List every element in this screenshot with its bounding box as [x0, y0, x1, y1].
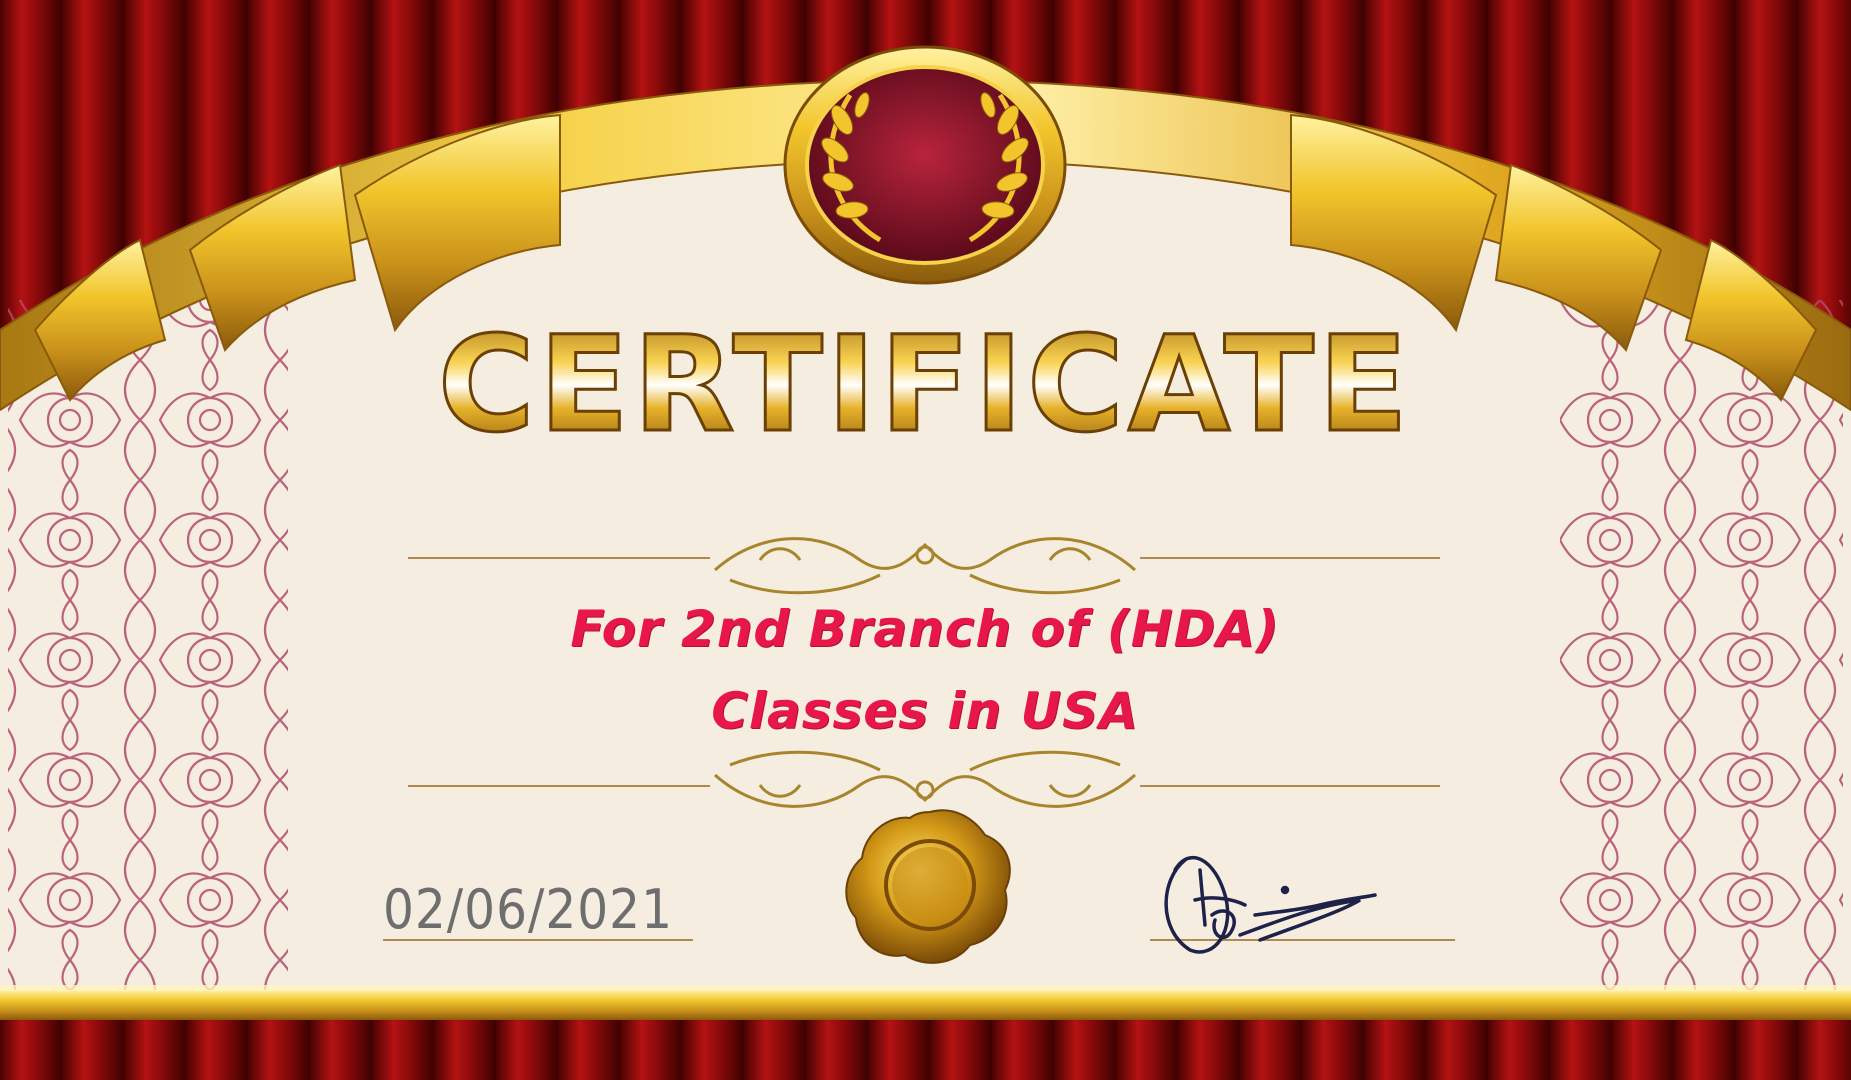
right-ornament-border	[1560, 300, 1843, 990]
certificate-date: 02/06/2021	[383, 878, 673, 941]
bottom-curtain	[0, 1020, 1851, 1080]
left-ornament-border	[8, 300, 288, 990]
award-text-line-2: Classes in USA	[711, 682, 1139, 740]
bottom-band-highlight	[0, 985, 1851, 991]
bottom-gold-band	[0, 990, 1851, 1020]
laurel-medal-icon	[785, 47, 1065, 283]
certificate-title: CERTIFICATE	[437, 308, 1413, 462]
award-text-line-1: For 2nd Branch of (HDA)	[570, 600, 1280, 658]
